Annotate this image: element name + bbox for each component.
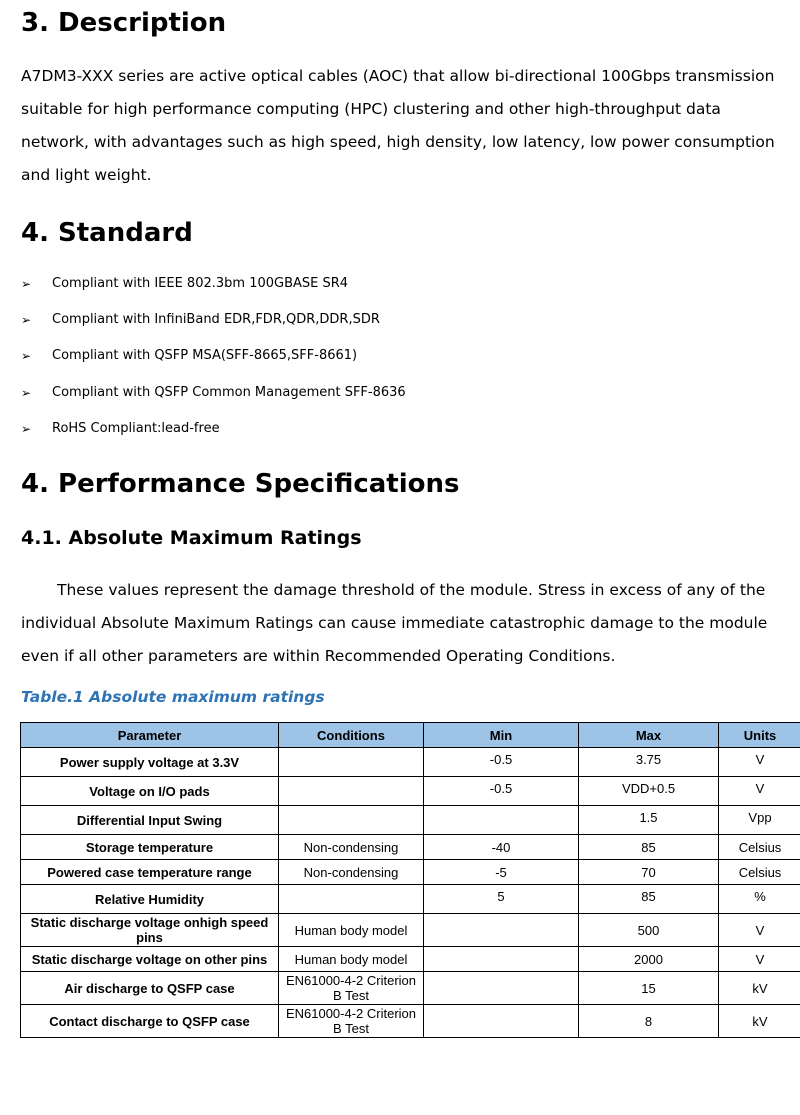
header-max: Max bbox=[579, 723, 719, 748]
cell-parameter: Powered case temperature range bbox=[21, 860, 279, 885]
cell-units: Celsius bbox=[719, 860, 800, 885]
table-row bbox=[21, 885, 800, 914]
header-units: Units bbox=[719, 723, 800, 748]
cell-parameter: Differential Input Swing bbox=[21, 806, 279, 835]
standard-item bbox=[21, 272, 781, 308]
cell-units: kV bbox=[719, 1005, 800, 1038]
arrow-bullet-icon: ➢ bbox=[21, 349, 32, 364]
table-row bbox=[21, 748, 800, 777]
cell-min bbox=[424, 1005, 579, 1038]
cell-min: -5 bbox=[424, 860, 579, 885]
cell-units: Celsius bbox=[719, 835, 800, 860]
standard-item bbox=[21, 381, 781, 417]
arrow-bullet-icon: ➢ bbox=[21, 421, 32, 436]
standard-heading: 4. Standard bbox=[21, 218, 193, 248]
standard-item-text: Compliant with InfiniBand EDR,FDR,QDR,DDR,SDR bbox=[52, 312, 380, 328]
cell-max: 15 bbox=[579, 972, 719, 1005]
cell-units: Vpp bbox=[719, 806, 800, 835]
cell-units: V bbox=[719, 947, 800, 972]
cell-conditions bbox=[279, 777, 424, 806]
cell-conditions bbox=[279, 806, 424, 835]
cell-min bbox=[424, 806, 579, 835]
table-row bbox=[21, 777, 800, 806]
cell-max: 70 bbox=[579, 860, 719, 885]
cell-parameter: Storage temperature bbox=[21, 835, 279, 860]
cell-units: V bbox=[719, 748, 800, 777]
cell-parameter: Relative Humidity bbox=[21, 885, 279, 914]
cell-min bbox=[424, 972, 579, 1005]
standard-item bbox=[21, 417, 781, 453]
performance-heading: 4. Performance Specifications bbox=[21, 469, 460, 499]
cell-max: 3.75 bbox=[579, 748, 719, 777]
cell-min: -0.5 bbox=[424, 777, 579, 806]
table-row bbox=[21, 972, 800, 1005]
cell-conditions: Human body model bbox=[279, 947, 424, 972]
standard-item bbox=[21, 344, 781, 380]
cell-conditions bbox=[279, 885, 424, 914]
cell-conditions: EN61000-4-2 Criterion B Test bbox=[279, 1005, 424, 1038]
table-header-row bbox=[21, 723, 800, 748]
ratings-subheading: 4.1. Absolute Maximum Ratings bbox=[21, 527, 362, 549]
standard-item-text: Compliant with IEEE 802.3bm 100GBASE SR4 bbox=[52, 276, 349, 291]
arrow-bullet-icon: ➢ bbox=[21, 277, 32, 291]
header-parameter: Parameter bbox=[21, 723, 279, 748]
cell-max: 1.5 bbox=[579, 806, 719, 835]
cell-parameter: Power supply voltage at 3.3V bbox=[21, 748, 279, 777]
cell-conditions: Non-condensing bbox=[279, 835, 424, 860]
cell-parameter: Voltage on I/O pads bbox=[21, 777, 279, 806]
standard-item-text: Compliant with QSFP MSA(SFF-8665,SFF-8661) bbox=[52, 348, 358, 364]
cell-max: 8 bbox=[579, 1005, 719, 1038]
cell-parameter: Static discharge voltage onhigh speed pins bbox=[21, 914, 279, 947]
table-caption: Table.1 Absolute maximum ratings bbox=[21, 688, 325, 706]
table-row bbox=[21, 947, 800, 972]
cell-max: VDD+0.5 bbox=[579, 777, 719, 806]
cell-units: V bbox=[719, 777, 800, 806]
cell-min: 5 bbox=[424, 885, 579, 914]
cell-max: 85 bbox=[579, 835, 719, 860]
cell-units: V bbox=[719, 914, 800, 947]
cell-conditions: Human body model bbox=[279, 914, 424, 947]
header-min: Min bbox=[424, 723, 579, 748]
cell-max: 2000 bbox=[579, 947, 719, 972]
description-text: A7DM3-XXX series are active optical cables (AOC) that allow bi-directional 100Gbps transmission suitable for high performance computing (HPC) clustering and other high-throughput data network, with advantages such as high speed, high density, low latency, low power consumption and light weight. bbox=[21, 67, 775, 184]
cell-parameter: Air discharge to QSFP case bbox=[21, 972, 279, 1005]
cell-parameter: Contact discharge to QSFP case bbox=[21, 1005, 279, 1038]
table-row bbox=[21, 914, 800, 947]
cell-units: kV bbox=[719, 972, 800, 1005]
arrow-bullet-icon: ➢ bbox=[21, 313, 32, 328]
cell-min bbox=[424, 914, 579, 947]
cell-max: 500 bbox=[579, 914, 719, 947]
table-row bbox=[21, 1005, 800, 1038]
description-heading: 3. Description bbox=[21, 8, 227, 38]
cell-min bbox=[424, 947, 579, 972]
ratings-text: These values represent the damage threshold of the module. Stress in excess of any of the individual Absolute Maximum Ratings can cause immediate catastrophic damage to the module even if all other parameters are within Recommended Operating Conditions. bbox=[21, 581, 768, 665]
cell-conditions bbox=[279, 748, 424, 777]
standard-item-text: RoHS Compliant:lead-free bbox=[52, 420, 220, 436]
table-row bbox=[21, 835, 800, 860]
header-conditions: Conditions bbox=[279, 723, 424, 748]
cell-min: -40 bbox=[424, 835, 579, 860]
standard-list bbox=[21, 272, 781, 453]
cell-conditions: EN61000-4-2 Criterion B Test bbox=[279, 972, 424, 1005]
cell-conditions: Non-condensing bbox=[279, 860, 424, 885]
table-row bbox=[21, 806, 800, 835]
table-row bbox=[21, 860, 800, 885]
cell-parameter: Static discharge voltage on other pins bbox=[21, 947, 279, 972]
cell-max: 85 bbox=[579, 885, 719, 914]
cell-units: % bbox=[719, 885, 800, 914]
cell-min: -0.5 bbox=[424, 748, 579, 777]
standard-item-text: Compliant with QSFP Common Management SFF-8636 bbox=[52, 384, 406, 400]
standard-item bbox=[21, 308, 781, 344]
absolute-maximum-ratings-table bbox=[20, 722, 800, 1038]
arrow-bullet-icon: ➢ bbox=[21, 385, 32, 400]
